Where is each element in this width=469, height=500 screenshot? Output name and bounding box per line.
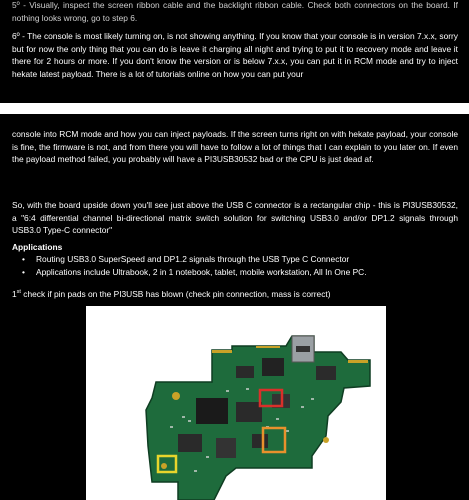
motherboard-illustration bbox=[86, 306, 386, 500]
check-ordinal-suffix: st bbox=[16, 289, 21, 295]
check-text: check if pin pads on the PI3USB has blown (check pin connection, mass is correct) bbox=[20, 289, 331, 299]
list-item: • Routing USB3.0 SuperSpeed and DP1.2 signals through the USB Type C Connector bbox=[12, 253, 458, 266]
switch-motherboard-photo bbox=[86, 306, 386, 500]
list-item: • Applications include Ultrabook, 2 in 1 notebook, tablet, mobile workstation, All In One PC. bbox=[12, 266, 458, 279]
applications-heading: Applications bbox=[12, 242, 63, 252]
page-separator bbox=[0, 103, 469, 114]
pin-check-paragraph bbox=[12, 288, 458, 301]
step-5-paragraph: 5º - Visually, inspect the screen ribbon cable and the backlight ribbon cable. Check both connectors on the board. If nothing looks wrong, go to step 6. bbox=[12, 0, 458, 23]
document-page-2 bbox=[0, 114, 469, 500]
step-6-paragraph: 6º - The console is most likely turning on, is not showing anything. If you know that your console is in version 7.x.x, sorry but for now the only thing that you can do is leave it charging all night and trying to put it to recovery mode and leave it there for 2 hours or more. If you don't know the version or is below 7.x.x, you can put it in RCM mode and try to inject hekate latest payload. There is a lot of tutorials online on how you can put your bbox=[12, 31, 458, 79]
rcm-continuation-paragraph: console into RCM mode and how you can inject payloads. If the screen turns right on with hekate payload, your console is fine, the firmware is not, and from there you will have to follow a lot of things that I can explain to you later on. If even the payload method failed, you probably will have a PI3USB30532 bad or the CPU is just dead af. bbox=[12, 129, 458, 165]
applications-list bbox=[12, 253, 458, 278]
document-page-1 bbox=[0, 0, 469, 103]
check-number: 1 bbox=[12, 289, 17, 299]
pi3usb-chip-paragraph: So, with the board upside down you'll see just above the USB C connector is a rectangular chip - this is PI3USB30532, a "6:4 differential channel bi-directional matrix switch solution for switching USB3.0 and/or DP1.2 signals through USB3.0 Type-C connector" bbox=[12, 200, 458, 236]
